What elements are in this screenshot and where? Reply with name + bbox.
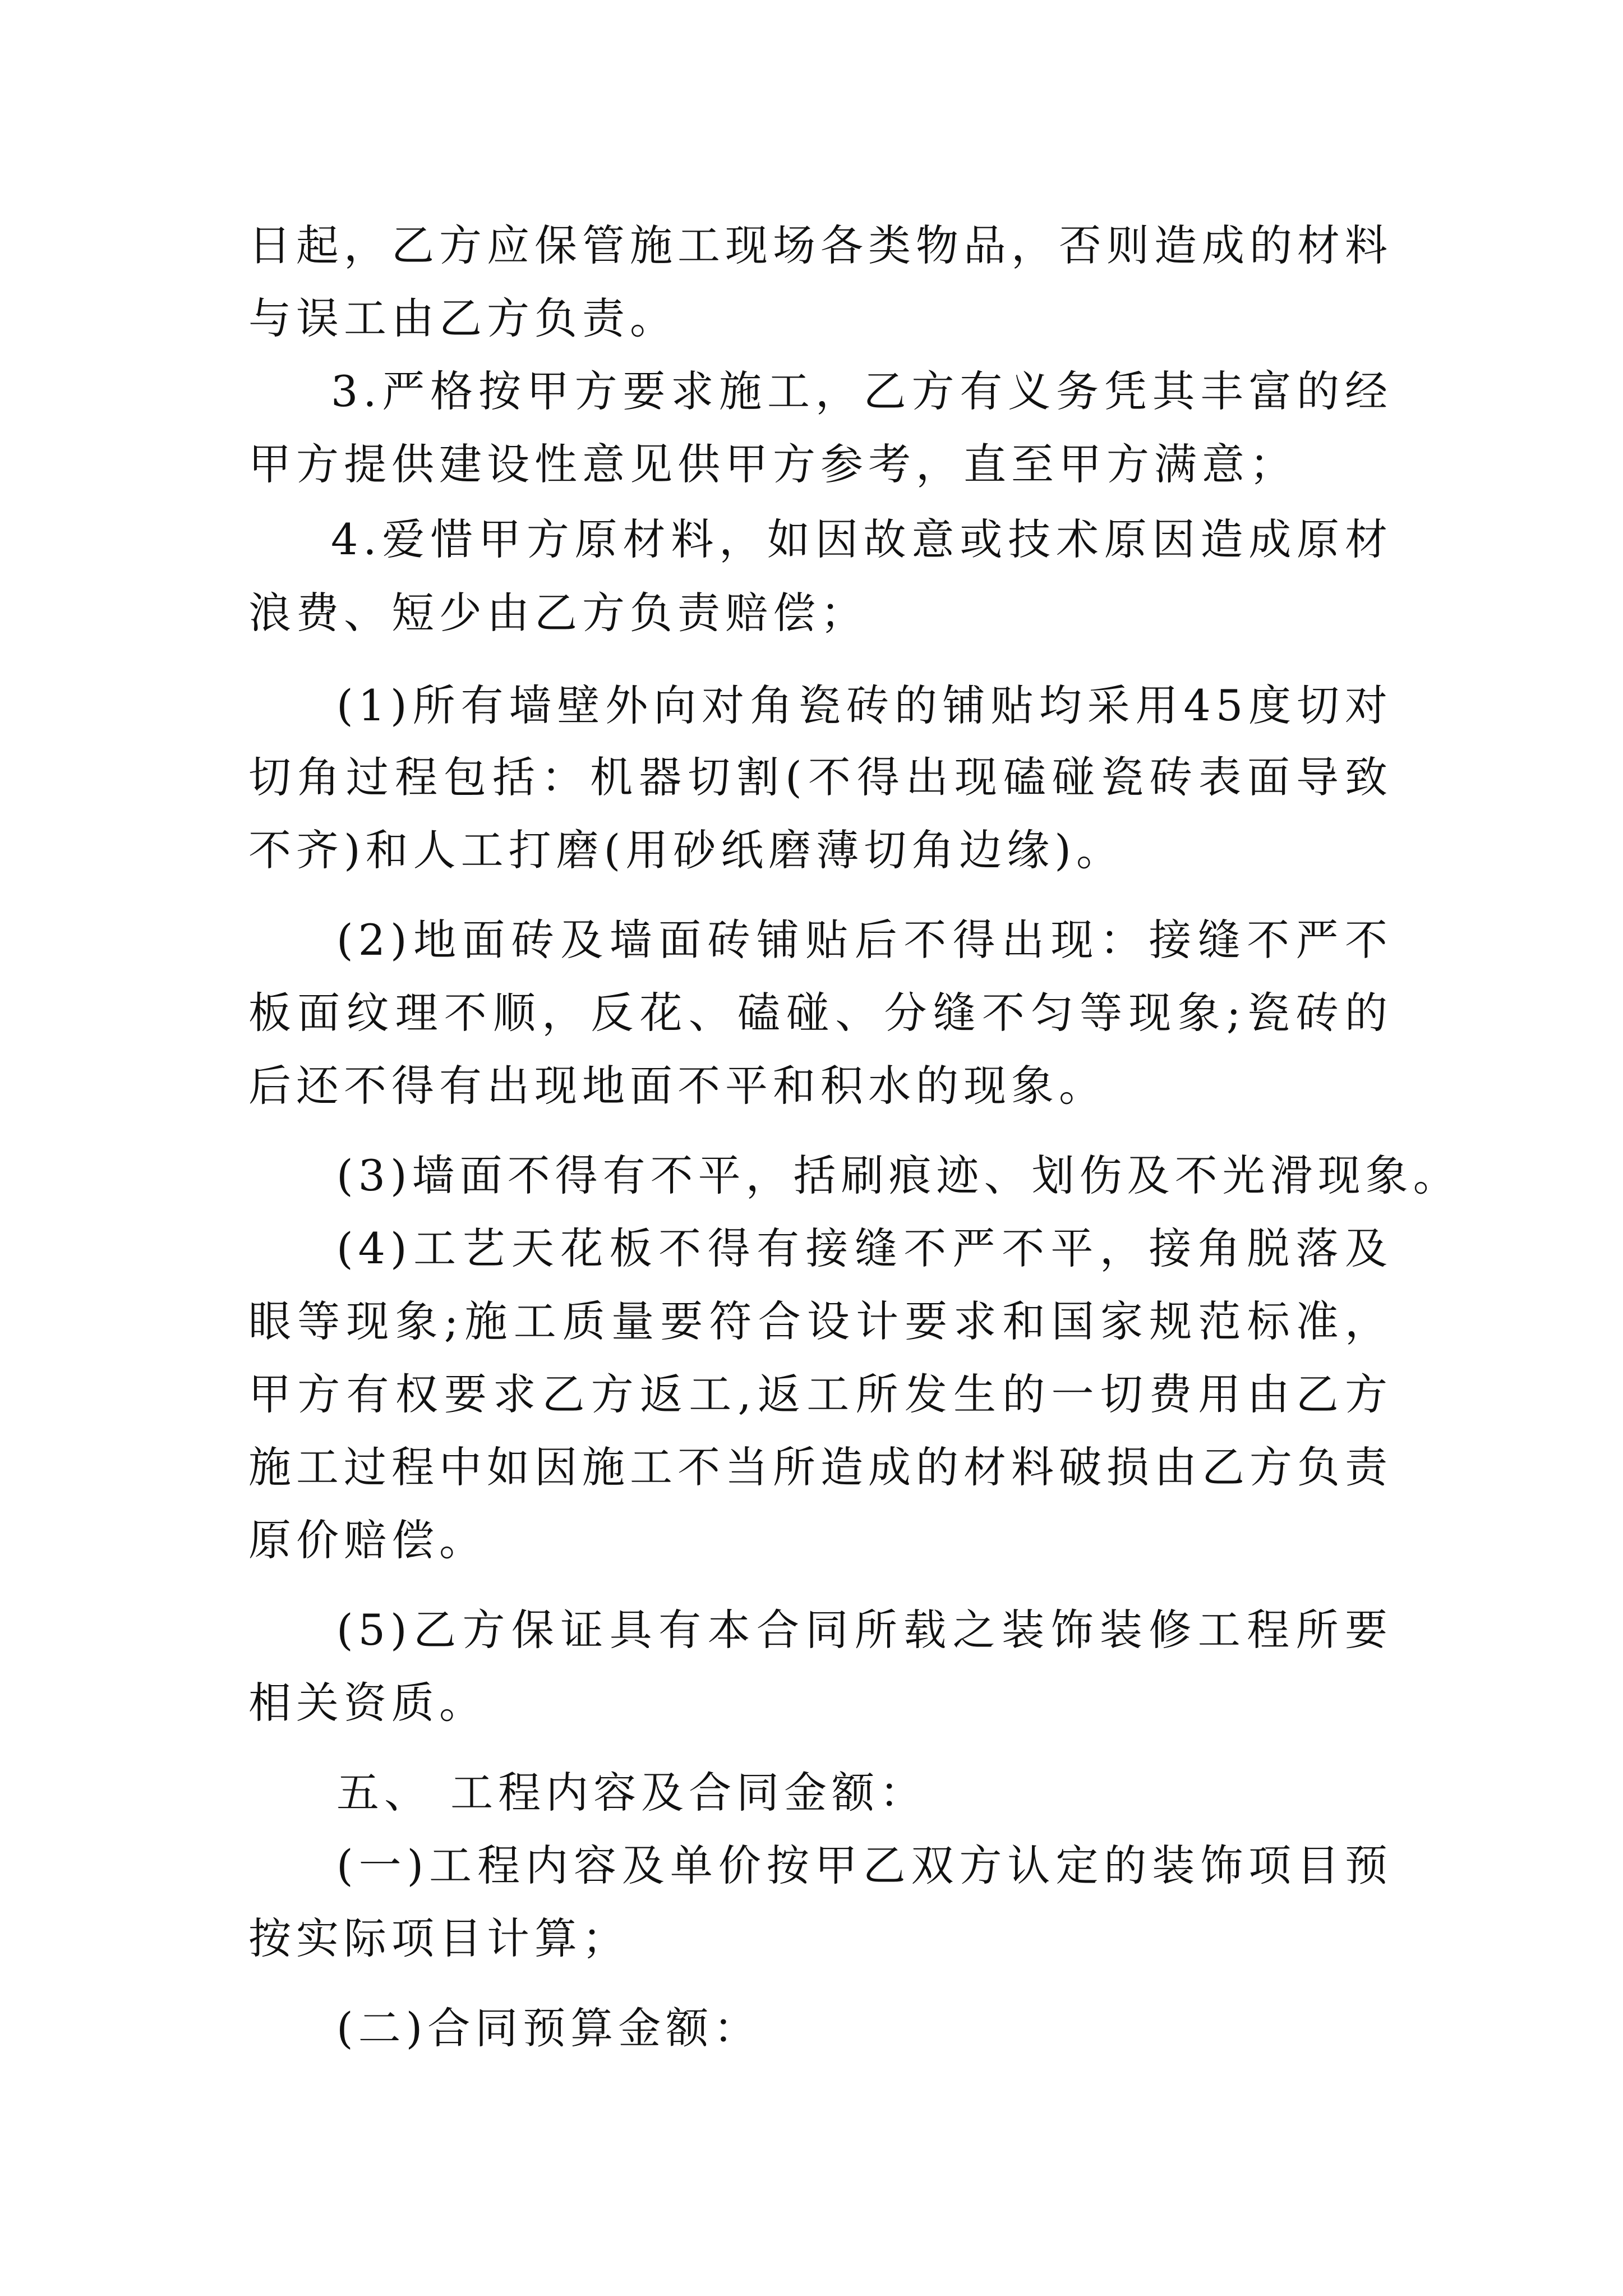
text-line: 板面纹理不顺，反花、磕碰、分缝不匀等现象;瓷砖的 (248, 988, 1393, 1038)
text-line: 施工过程中如因施工不当所造成的材料破损由乙方负责 (248, 1442, 1393, 1492)
text-line: 4.爱惜甲方原材料，如因故意或技术原因造成原材 (331, 514, 1393, 564)
text-line: (4)工艺天花板不得有接缝不严不平，接角脱落及 (336, 1223, 1393, 1273)
text-line: 3.严格按甲方要求施工，乙方有义务凭其丰富的经 (331, 366, 1393, 416)
text-line: (1)所有墙壁外向对角瓷砖的铺贴均采用45度切对 (336, 680, 1393, 730)
text-line: 后还不得有出现地面不平和积水的现象。 (248, 1061, 1106, 1111)
text-line: (5)乙方保证具有本合同所载之装饰装修工程所要 (336, 1605, 1393, 1655)
text-line: 浪费、短少由乙方负责赔偿； (248, 588, 868, 638)
text-line: 相关资质。 (248, 1678, 487, 1728)
text-line: 原价赔偿。 (248, 1515, 487, 1565)
text-line: 日起，乙方应保管施工现场各类物品，否则造成的材料 (248, 220, 1393, 270)
section-heading: 五、 工程内容及合同金额： (336, 1768, 928, 1818)
text-line: 按实际项目计算； (248, 1913, 630, 1963)
text-line: (一)工程内容及单价按甲乙双方认定的装饰项目预 (336, 1841, 1393, 1890)
text-line: (3)墙面不得有不平，括刷痕迹、划伤及不光滑现象。 (336, 1151, 1461, 1200)
text-line: (2)地面砖及墙面砖铺贴后不得出现：接缝不严不 (336, 915, 1393, 965)
text-line: 眼等现象;施工质量要符合设计要求和国家规范标准， (248, 1296, 1393, 1346)
text-line: 甲方提供建设性意见供甲方参考，直至甲方满意； (248, 439, 1297, 489)
text-line: 与误工由乙方负责。 (248, 293, 677, 343)
text-line: 切角过程包括：机器切割(不得出现磕碰瓷砖表面导致 (248, 752, 1393, 802)
text-line: 不齐)和人工打磨(用砂纸磨薄切角边缘)。 (248, 825, 1124, 875)
text-line: 甲方有权要求乙方返工,返工所发生的一切费用由乙方 (248, 1369, 1393, 1419)
text-line: (二)合同预算金额： (336, 2003, 762, 2053)
